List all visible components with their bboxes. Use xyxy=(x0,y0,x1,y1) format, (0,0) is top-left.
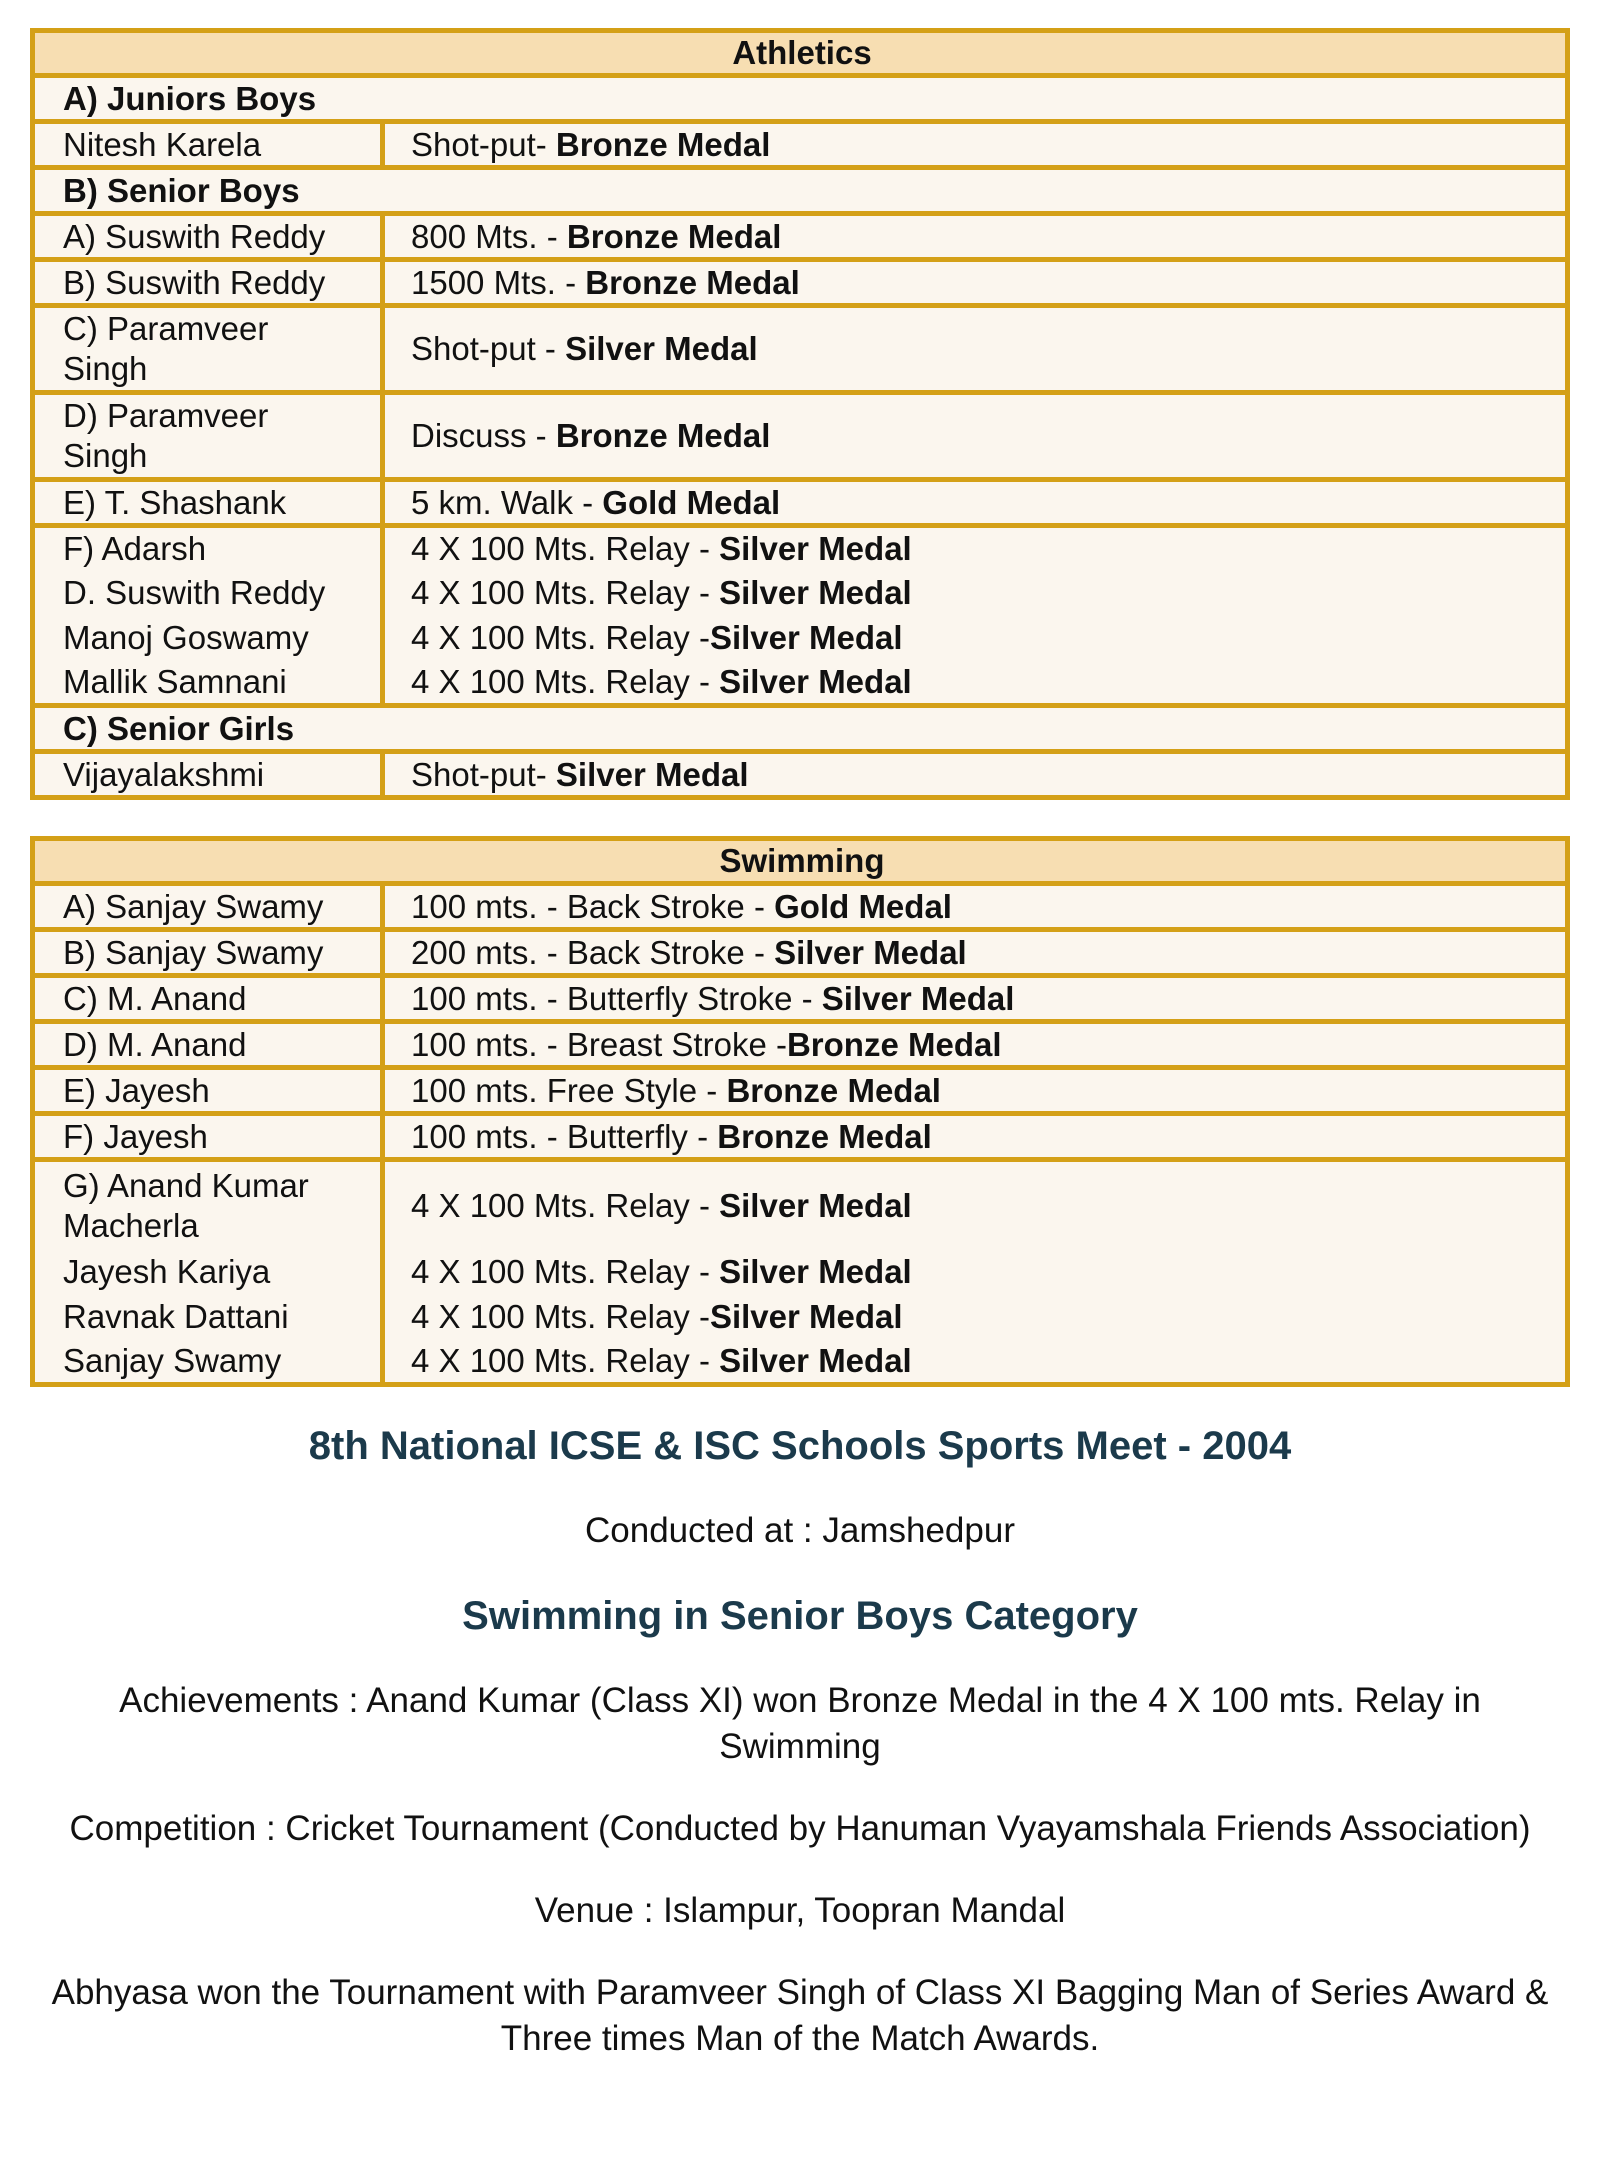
athlete-name: Sanjay Swamy xyxy=(33,1340,383,1385)
meet-title: 8th National ICSE & ISC Schools Sports Meet - 2004 xyxy=(308,1424,1292,1468)
athlete-name: D) M. Anand xyxy=(33,1022,383,1068)
table-row xyxy=(33,616,1568,661)
table-row xyxy=(33,122,1568,168)
table-row xyxy=(33,571,1568,616)
venue-text: Venue : Islampur, Toopran Mandal xyxy=(534,1891,1066,1930)
swimming-table xyxy=(30,836,1570,1387)
table-row xyxy=(33,1022,1568,1068)
athlete-name: Jayesh Kariya xyxy=(33,1250,383,1295)
athlete-name: A) Suswith Reddy xyxy=(33,214,383,260)
event-result: 4 X 100 Mts. Relay -Silver Medal xyxy=(383,1295,1568,1340)
table-row xyxy=(33,752,1568,798)
event-result: 4 X 100 Mts. Relay - Silver Medal xyxy=(383,526,1568,571)
event-result: 4 X 100 Mts. Relay -Silver Medal xyxy=(383,616,1568,661)
athlete-name: E) Jayesh xyxy=(33,1068,383,1114)
table-row xyxy=(33,1340,1568,1385)
athlete-name: D. Suswith Reddy xyxy=(33,571,383,616)
event-result: 800 Mts. - Bronze Medal xyxy=(383,214,1568,260)
table-row xyxy=(33,393,1568,480)
athlete-name: G) Anand Kumar Macherla xyxy=(33,1160,383,1250)
athlete-name: F) Jayesh xyxy=(33,1114,383,1160)
event-result: 100 mts. - Butterfly - Bronze Medal xyxy=(383,1114,1568,1160)
event-result: 5 km. Walk - Gold Medal xyxy=(383,480,1568,526)
event-result: 4 X 100 Mts. Relay - Silver Medal xyxy=(383,1160,1568,1250)
achievements-text: Achievements : Anand Kumar (Class XI) won Bronze Medal in the 4 X 100 mts. Relay in Swimming xyxy=(119,1681,1481,1766)
tournament-result-text: Abhyasa won the Tournament with Paramveer Singh of Class XI Bagging Man of Series Award & Three times Man of the Match Awards. xyxy=(51,1973,1549,2058)
table-row xyxy=(33,1114,1568,1160)
event-result: 4 X 100 Mts. Relay - Silver Medal xyxy=(383,1340,1568,1385)
table-row xyxy=(33,976,1568,1022)
athlete-name: Mallik Samnani xyxy=(33,661,383,706)
event-result: 200 mts. - Back Stroke - Silver Medal xyxy=(383,930,1568,976)
event-result: 4 X 100 Mts. Relay - Silver Medal xyxy=(383,1250,1568,1295)
table-row xyxy=(33,260,1568,306)
athlete-name: Vijayalakshmi xyxy=(33,752,383,798)
event-result: 100 mts. Free Style - Bronze Medal xyxy=(383,1068,1568,1114)
table-row xyxy=(33,884,1568,930)
conducted-at: Conducted at : Jamshedpur xyxy=(585,1511,1015,1550)
event-result: 4 X 100 Mts. Relay - Silver Medal xyxy=(383,571,1568,616)
event-result: Discuss - Bronze Medal xyxy=(383,393,1568,480)
table-row xyxy=(33,661,1568,706)
meet-summary xyxy=(40,1420,1560,2062)
table-row xyxy=(33,526,1568,571)
table-row xyxy=(33,1068,1568,1114)
athletics-table xyxy=(30,28,1570,800)
athlete-name: E) T. Shashank xyxy=(33,480,383,526)
athlete-name: C) Paramveer Singh xyxy=(33,306,383,393)
athlete-name: Ravnak Dattani xyxy=(33,1295,383,1340)
athletics-header: Athletics xyxy=(33,31,1568,76)
table-row xyxy=(33,1250,1568,1295)
section-title-juniors-boys: A) Juniors Boys xyxy=(33,76,1568,122)
athlete-name: B) Suswith Reddy xyxy=(33,260,383,306)
table-row xyxy=(33,1160,1568,1250)
event-result: Shot-put- Silver Medal xyxy=(383,752,1568,798)
event-result: 100 mts. - Butterfly Stroke - Silver Medal xyxy=(383,976,1568,1022)
athlete-name: Manoj Goswamy xyxy=(33,616,383,661)
event-result: Shot-put - Silver Medal xyxy=(383,306,1568,393)
category-title: Swimming in Senior Boys Category xyxy=(462,1594,1138,1638)
table-row xyxy=(33,1295,1568,1340)
athlete-name: D) Paramveer Singh xyxy=(33,393,383,480)
event-result: 100 mts. - Back Stroke - Gold Medal xyxy=(383,884,1568,930)
athlete-name: C) M. Anand xyxy=(33,976,383,1022)
table-row xyxy=(33,480,1568,526)
event-result: Shot-put- Bronze Medal xyxy=(383,122,1568,168)
event-result: 4 X 100 Mts. Relay - Silver Medal xyxy=(383,661,1568,706)
event-result: 100 mts. - Breast Stroke -Bronze Medal xyxy=(383,1022,1568,1068)
athlete-name: Nitesh Karela xyxy=(33,122,383,168)
athlete-name: F) Adarsh xyxy=(33,526,383,571)
section-title-senior-girls: C) Senior Girls xyxy=(33,706,1568,752)
table-row xyxy=(33,306,1568,393)
athlete-name: A) Sanjay Swamy xyxy=(33,884,383,930)
table-row xyxy=(33,930,1568,976)
table-row xyxy=(33,214,1568,260)
section-title-senior-boys: B) Senior Boys xyxy=(33,168,1568,214)
competition-text: Competition : Cricket Tournament (Conducted by Hanuman Vyayamshala Friends Association) xyxy=(69,1809,1531,1848)
athlete-name: B) Sanjay Swamy xyxy=(33,930,383,976)
event-result: 1500 Mts. - Bronze Medal xyxy=(383,260,1568,306)
swimming-header: Swimming xyxy=(33,839,1568,884)
